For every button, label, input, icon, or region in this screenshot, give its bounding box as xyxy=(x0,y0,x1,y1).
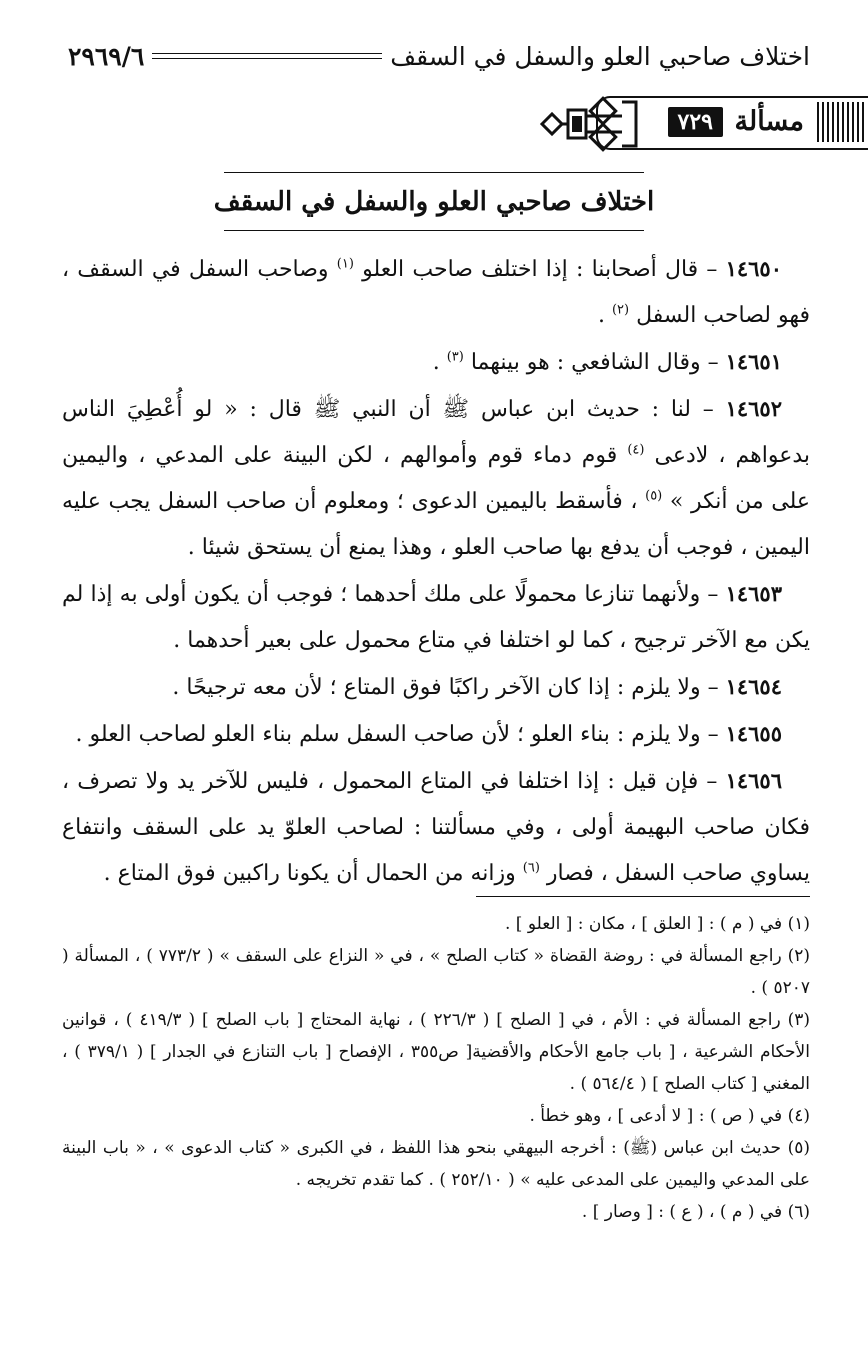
footnotes xyxy=(62,908,810,1228)
paragraph-text: وزانه من الحمال أن يكونا راكبين فوق المتاع . xyxy=(103,861,523,886)
paragraph-text: – ولا يلزم : إذا كان الآخر راكبًا فوق المتاع ؛ لأن معه ترجيحًا . xyxy=(172,675,726,700)
footnote-rule xyxy=(476,896,810,897)
paragraph xyxy=(62,711,810,758)
paragraph-number: ١٤٦٥٦ xyxy=(725,768,782,793)
paragraph-number: ١٤٦٥٠ xyxy=(725,256,782,281)
paragraph-text: . xyxy=(432,350,447,375)
paragraph xyxy=(62,246,810,339)
knot-ornament-icon xyxy=(538,96,642,152)
footnote: (٥) حديث ابن عباس (ﷺ) : أخرجه البيهقي بنحو هذا اللفظ ، في الكبرى « كتاب الدعوى » ، « باب البينة على المدعي واليمين على المدعى عليه » ( ٢٥٢/١٠ ) . كما تقدم تخريجه . xyxy=(62,1138,810,1190)
footnote: (٤) في ( ص ) : [ لا أدعى ] ، وهو خطأ . xyxy=(529,1106,810,1126)
paragraph xyxy=(62,386,810,571)
footnote-ref: (١) xyxy=(336,256,354,272)
footnote-ref: (٢) xyxy=(611,302,630,318)
paragraph xyxy=(62,758,810,897)
title-rule-bottom xyxy=(224,230,644,231)
masala-banner xyxy=(538,96,868,152)
paragraph-text: – وقال الشافعي : هو بينهما xyxy=(463,350,726,375)
footnote: (١) في ( م ) : [ العلق ] ، مكان : [ العلو ] . xyxy=(504,914,810,934)
paragraph-text: . xyxy=(597,303,612,328)
page-number: ٢٩٦٩/٦ xyxy=(68,41,145,71)
paragraph xyxy=(62,571,810,664)
footnote-ref: (٣) xyxy=(446,349,464,365)
paragraph-text: – ولا يلزم : بناء العلو ؛ لأن صاحب السفل سلم بناء العلو لصاحب العلو . xyxy=(75,722,726,747)
paragraph-text: ، فأسقط باليمين الدعوى ؛ ومعلوم أن صاحب السفل يجب عليه اليمين ، فوجب أن يدفع بها صاحب العلو ، وهذا يمنع أن يستحق شيئا . xyxy=(62,489,810,560)
body-text xyxy=(62,246,810,897)
paragraph-text: وصاحب السفل في السقف ، فهو لصاحب السفل xyxy=(62,257,810,328)
paragraph-text: – ولأنهما تنازعا محمولًا على ملك أحدهما ؛ فوجب أن يكون أولى به إذا لم يكن مع الآخر ترجيح ، كما لو اختلفا في متاع محمول على بعير أحدهما . xyxy=(62,582,810,653)
paragraph-text: قوم دماء قوم وأموالهم ، لكن البينة على المدعي ، واليمين على من أنكر » xyxy=(62,443,811,514)
running-header xyxy=(68,36,810,76)
chapter-title: اختلاف صاحبي العلو والسفل في السقف xyxy=(213,187,655,217)
paragraph-number: ١٤٦٥٣ xyxy=(725,581,782,606)
paragraph-number: ١٤٦٥٤ xyxy=(725,674,782,699)
footnote-ref: (٦) xyxy=(522,860,540,876)
footnote-ref: (٤) xyxy=(627,442,645,458)
masala-label: مسألة xyxy=(734,106,804,137)
paragraph-number: ١٤٦٥٢ xyxy=(725,396,782,421)
header-rule xyxy=(152,53,382,59)
footnote: (٢) راجع المسألة في : روضة القضاة « كتاب الصلح » ، في « النزاع على السقف » ( ٧٧٣/٢ ) ، المسألة ( ٥٢٠٧ ) . xyxy=(62,946,810,998)
masala-number: ٧٢٩ xyxy=(668,107,723,137)
footnote-ref: (٥) xyxy=(645,488,663,504)
banner-bars-ornament xyxy=(814,102,864,142)
paragraph-text: – فإن قيل : إذا اختلفا في المتاع المحمول ، فليس للآخر يد ولا تصرف ، فكان صاحب البهيمة أولى ، وفي مسألتنا : لصاحب العلوّ يد على السقف وانتفاع يساوي صاحب السفل ، فصار xyxy=(62,769,810,886)
running-title: اختلاف صاحبي العلو والسفل في السقف xyxy=(390,41,810,71)
title-rule-top xyxy=(224,172,644,173)
footnote: (٦) في ( م ) ، ( ع ) : [ وصار ] . xyxy=(581,1202,810,1222)
paragraph xyxy=(62,664,810,711)
paragraph-text: – لنا : حديث ابن عباس ﷺ أن النبي ﷺ قال : « لو أُعْطِيَ الناس بدعواهم ، لادعى xyxy=(62,397,810,468)
paragraph-number: ١٤٦٥١ xyxy=(725,349,782,374)
paragraph-text: – قال أصحابنا : إذا اختلف صاحب العلو xyxy=(353,257,726,282)
paragraph xyxy=(62,339,810,386)
paragraph-number: ١٤٦٥٥ xyxy=(725,721,782,746)
footnote: (٣) راجع المسألة في : الأم ، في [ الصلح ] ( ٢٢٦/٣ ) ، نهاية المحتاج [ باب الصلح ] ( ٤١٩/٣ ) ، قوانين الأحكام الشرعية ، [ باب جامع الأحكام والأقضية[ ص٣٥٥ ، الإفصاح [ باب التنازع في الجدار ] ( ٣٧٩/١ ) ، المغني [ كتاب الصلح ] ( ٥٦٤/٤ ) . xyxy=(62,1010,810,1094)
